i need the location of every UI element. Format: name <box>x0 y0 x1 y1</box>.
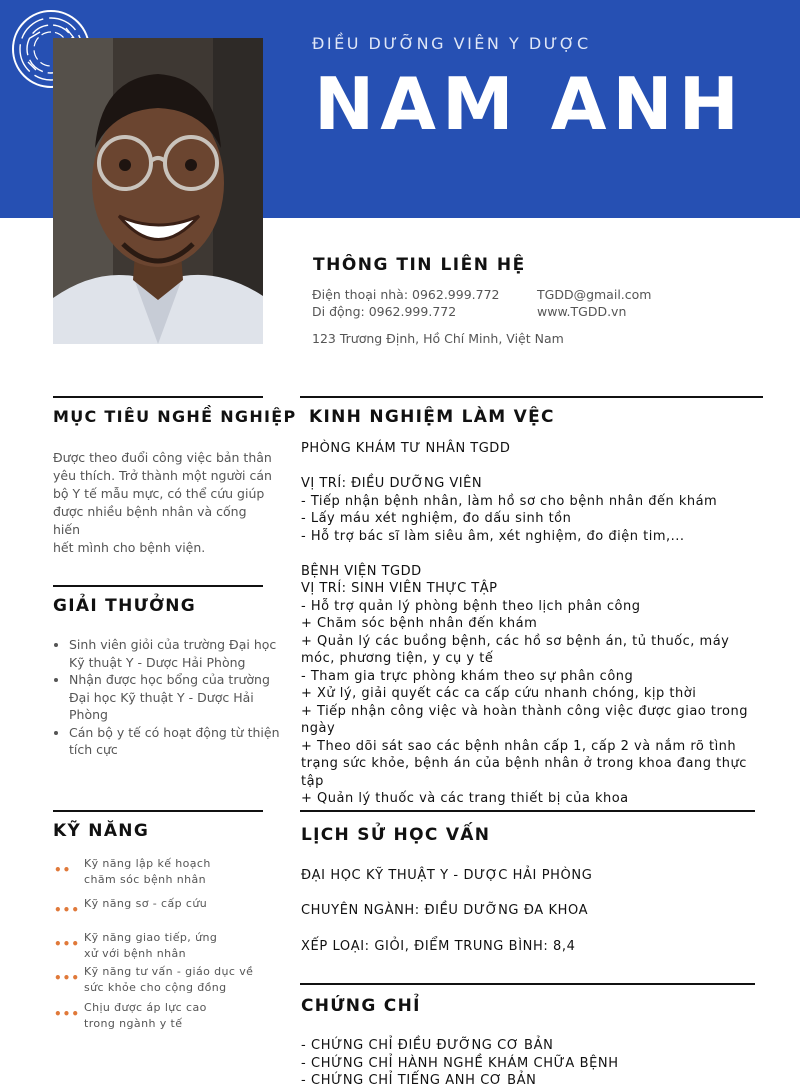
education-school: ĐẠI HỌC KỸ THUẬT Y - DƯỢC HẢI PHÒNG <box>301 868 593 883</box>
profile-photo <box>53 38 263 344</box>
objective-text <box>53 449 273 557</box>
experience-line: PHÒNG KHÁM TƯ NHÂN TGDD <box>301 441 511 456</box>
awards-list <box>55 636 284 759</box>
email-address: TGDD@gmail.com <box>537 287 652 302</box>
section-divider <box>53 585 263 587</box>
experience-line: + Chăm sóc bệnh nhân đến khám <box>301 616 538 631</box>
skill-level-dots-icon: ••• <box>54 1007 81 1021</box>
experience-line: + Quản lý các buồng bệnh, các hồ sơ bệnh án, tủ thuốc, máy <box>301 633 730 649</box>
objective-line: hết mình cho bệnh viện. <box>53 540 206 555</box>
experience-line: móc, phương tiện, y cụ y tế <box>301 651 494 666</box>
experience-line: ngày <box>301 721 336 736</box>
certificates-title: CHỨNG CHỈ <box>301 996 421 1016</box>
section-divider <box>53 396 263 398</box>
experience-details <box>301 440 771 808</box>
experience-line: - Hỗ trợ quản lý phòng bệnh theo lịch phân công <box>301 598 641 614</box>
section-divider <box>53 810 263 812</box>
skill-level-dots-icon: ••• <box>54 903 81 917</box>
objective-title: MỤC TIÊU NGHỀ NGHIỆP <box>53 407 297 426</box>
mobile-phone: Di động: 0962.999.772 <box>312 304 457 319</box>
certificate-item: - CHỨNG CHỈ TIẾNG ANH CƠ BẢN <box>301 1073 537 1088</box>
experience-line: BỆNH VIỆN TGDD <box>301 563 422 579</box>
job-title: ĐIỀU DƯỠNG VIÊN Y DƯỢC <box>312 34 591 53</box>
award-item: • Nhận được học bổng của trường Đại học Kỹ thuật Y - Dược Hải Phòng <box>69 671 284 724</box>
experience-line: trạng sức khỏe, bệnh án của bệnh nhân ở trong khoa đang thực <box>301 756 747 771</box>
experience-line: - Lấy máu xét nghiệm, đo dấu sinh tồn <box>301 511 572 526</box>
experience-line: VỊ TRÍ: ĐIỀU DƯỠNG VIÊN <box>301 476 483 491</box>
postal-address: 123 Trương Định, Hồ Chí Minh, Việt Nam <box>312 331 564 346</box>
skills-title: KỸ NĂNG <box>53 821 150 841</box>
skill-level-dots-icon: ••• <box>54 971 81 985</box>
experience-line: + Quản lý thuốc và các trang thiết bị của khoa <box>301 791 629 806</box>
certificate-item: - CHỨNG CHỈ HÀNH NGHỀ KHÁM CHỮA BỆNH <box>301 1056 619 1071</box>
objective-line: Được theo đuổi công việc bản thân <box>53 450 272 465</box>
experience-line <box>301 458 771 476</box>
contact-section-title: THÔNG TIN LIÊN HỆ <box>313 255 526 275</box>
education-major: CHUYÊN NGÀNH: ĐIỀU DƯỠNG ĐA KHOA <box>301 903 589 918</box>
award-item: • Sinh viên giỏi của trường Đại học Kỹ thuật Y - Dược Hải Phòng <box>69 636 284 671</box>
experience-line: - Tiếp nhận bệnh nhân, làm hồ sơ cho bệnh nhân đến khám <box>301 493 718 509</box>
experience-line: + Theo dõi sát sao các bệnh nhân cấp 1, cấp 2 và nắm rõ tình <box>301 738 737 754</box>
certificate-item: - CHỨNG CHỈ ĐIỀU ĐƯỠNG CƠ BẢN <box>301 1038 554 1053</box>
skill-level-dots-icon: •• <box>54 863 72 877</box>
objective-line: bộ Y tế mẫu mực, có thể cứu giúp <box>53 486 265 501</box>
section-divider <box>300 983 755 985</box>
experience-line: - Hỗ trợ bác sĩ làm siêu âm, xét nghiệm, đo điện tim,... <box>301 528 685 544</box>
experience-line: - Tham gia trực phòng khám theo sự phân công <box>301 668 634 684</box>
objective-line: được nhiều bệnh nhân và cống hiến <box>53 504 247 537</box>
education-title: LỊCH SỬ HỌC VẤN <box>301 825 491 845</box>
skill-level-dots-icon: ••• <box>54 937 81 951</box>
website: www.TGDD.vn <box>537 304 627 319</box>
candidate-name: NAM ANH <box>314 62 745 146</box>
experience-line: + Xử lý, giải quyết các ca cấp cứu nhanh chóng, kịp thời <box>301 686 697 701</box>
education-grade: XẾP LOẠI: GIỎI, ĐIỂM TRUNG BÌNH: 8,4 <box>301 939 576 954</box>
objective-line: yêu thích. Trở thành một người cán <box>53 468 272 483</box>
home-phone: Điện thoại nhà: 0962.999.772 <box>312 287 500 302</box>
experience-line: VỊ TRÍ: SINH VIÊN THỰC TẬP <box>301 581 498 596</box>
experience-line: + Tiếp nhận công việc và hoàn thành công việc được giao trong <box>301 703 748 719</box>
experience-title: KINH NGHIỆM LÀM VỆC <box>309 407 555 427</box>
section-divider <box>300 396 763 398</box>
section-divider <box>300 810 755 812</box>
experience-line <box>301 545 771 563</box>
experience-line: tập <box>301 773 324 789</box>
award-item: • Cán bộ y tế có hoạt động từ thiện tích cực <box>69 724 284 759</box>
awards-title: GIẢI THƯỞNG <box>53 596 197 616</box>
